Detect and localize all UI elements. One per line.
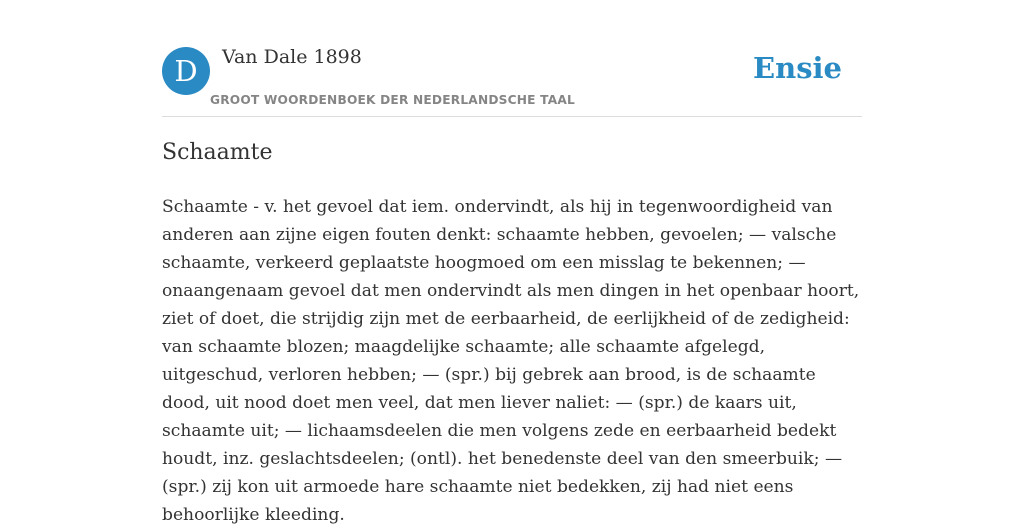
entry-headword: Schaamte — [162, 140, 273, 165]
header — [162, 46, 862, 117]
entry-definition: Schaamte - v. het gevoel dat iem. ondervindt, als hij in tegenwoordigheid van anderen aan zijne eigen fouten denkt: schaamte hebben, gevoelen; — valsche schaamte, verkeerd geplaatste hoogmoed om een misslag te bekennen; — onaangenaam gevoel dat men ondervindt als men dingen in het openbaar hoort, ziet of doet, die strijdig zijn met de eerbaarheid, de eerlijkheid of de zedigheid: van schaamte blozen; maagdelijke schaamte; alle schaamte afgelegd, uitgeschud, verloren hebben; — (spr.) bij gebrek aan brood, is de schaamte dood, uit nood doet men veel, dat men liever naliet: — (spr.) de kaars uit, schaamte uit; — lichaamsdeelen die men volgens zede en eerbaarheid bedekt houdt, inz. geslachtsdeelen; (ontl). het benedenste deel van den smeerbuik; — (spr.) zij kon uit armoede hare schaamte niet bedekken, zij had niet eens behoorlijke kleeding. — [162, 197, 860, 525]
dictionary-title[interactable]: Van Dale 1898 — [222, 46, 362, 68]
dictionary-subtitle: GROOT WOORDENBOEK DER NEDERLANDSCHE TAAL — [210, 93, 575, 107]
dictionary-logo-icon[interactable]: D — [162, 47, 210, 95]
ensie-brand-logo[interactable]: Ensie — [753, 51, 842, 85]
